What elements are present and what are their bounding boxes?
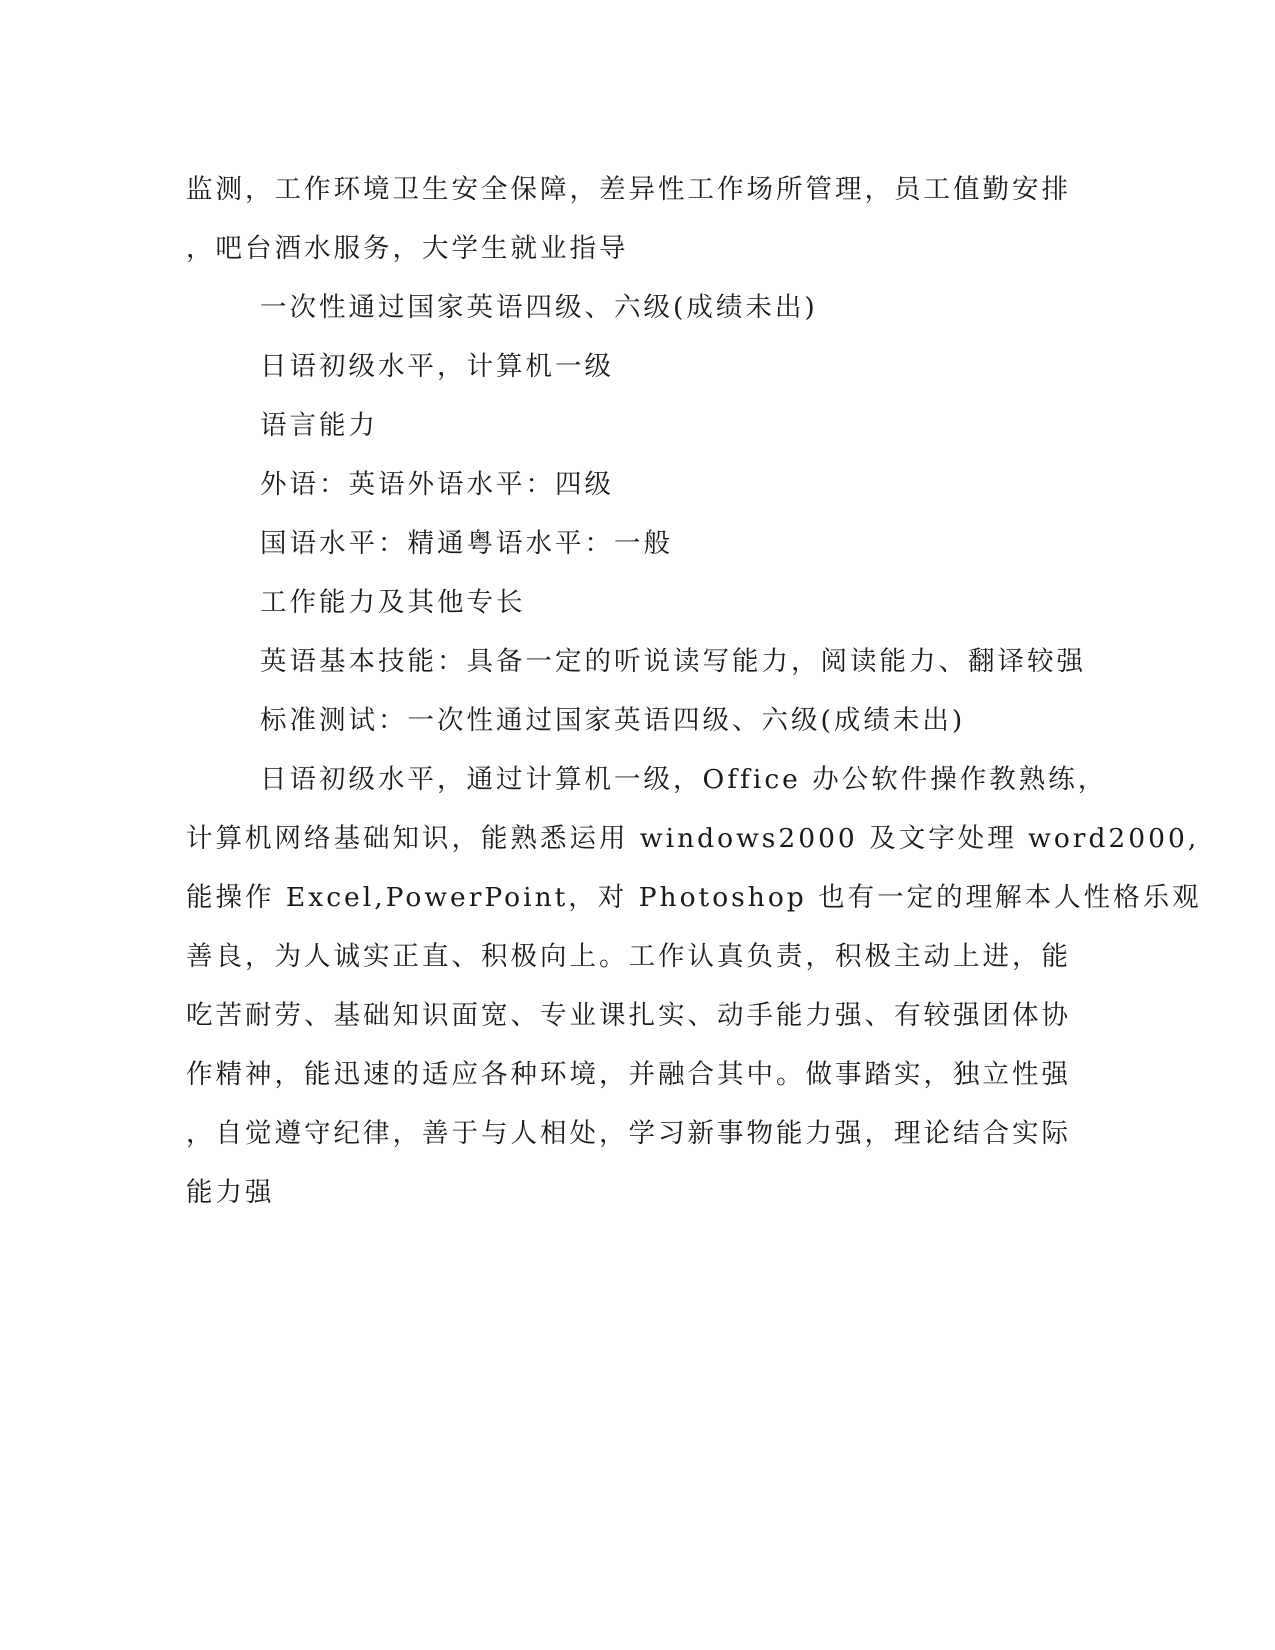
text-line: 能操作 Excel,PowerPoint，对 Photoshop 也有一定的理解本人性格乐观 (186, 882, 1202, 913)
text-line: 能力强 (186, 1177, 275, 1208)
text-line: 善良，为人诚实正直、积极向上。工作认真负责，积极主动上进，能 (186, 941, 1071, 972)
text-line: 日语初级水平，计算机一级 (260, 351, 614, 382)
text-line: 标准测试：一次性通过国家英语四级、六级(成绩未出) (260, 705, 966, 736)
text-line: 国语水平：精通粤语水平：一般 (260, 528, 673, 559)
section-heading: 语言能力 (260, 410, 378, 441)
document-body (186, 160, 1202, 1222)
text-line: 计算机网络基础知识，能熟悉运用 windows2000 及文字处理 word2000, (186, 823, 1200, 854)
text-line: 日语初级水平，通过计算机一级，Office 办公软件操作教熟练， (260, 764, 1108, 795)
text-line: 英语基本技能：具备一定的听说读写能力，阅读能力、翻译较强 (260, 646, 1086, 677)
text-line: ，吧台酒水服务，大学生就业指导 (186, 233, 629, 264)
section-heading: 工作能力及其他专长 (260, 587, 526, 618)
text-line: 作精神，能迅速的适应各种环境，并融合其中。做事踏实，独立性强 (186, 1059, 1071, 1090)
text-line: 一次性通过国家英语四级、六级(成绩未出) (260, 292, 818, 323)
text-line: ，自觉遵守纪律，善于与人相处，学习新事物能力强，理论结合实际 (186, 1118, 1071, 1149)
text-line: 监测，工作环境卫生安全保障，差异性工作场所管理，员工值勤安排 (186, 174, 1071, 205)
text-line: 吃苦耐劳、基础知识面宽、专业课扎实、动手能力强、有较强团体协 (186, 1000, 1071, 1031)
text-line: 外语：英语外语水平：四级 (260, 469, 614, 500)
